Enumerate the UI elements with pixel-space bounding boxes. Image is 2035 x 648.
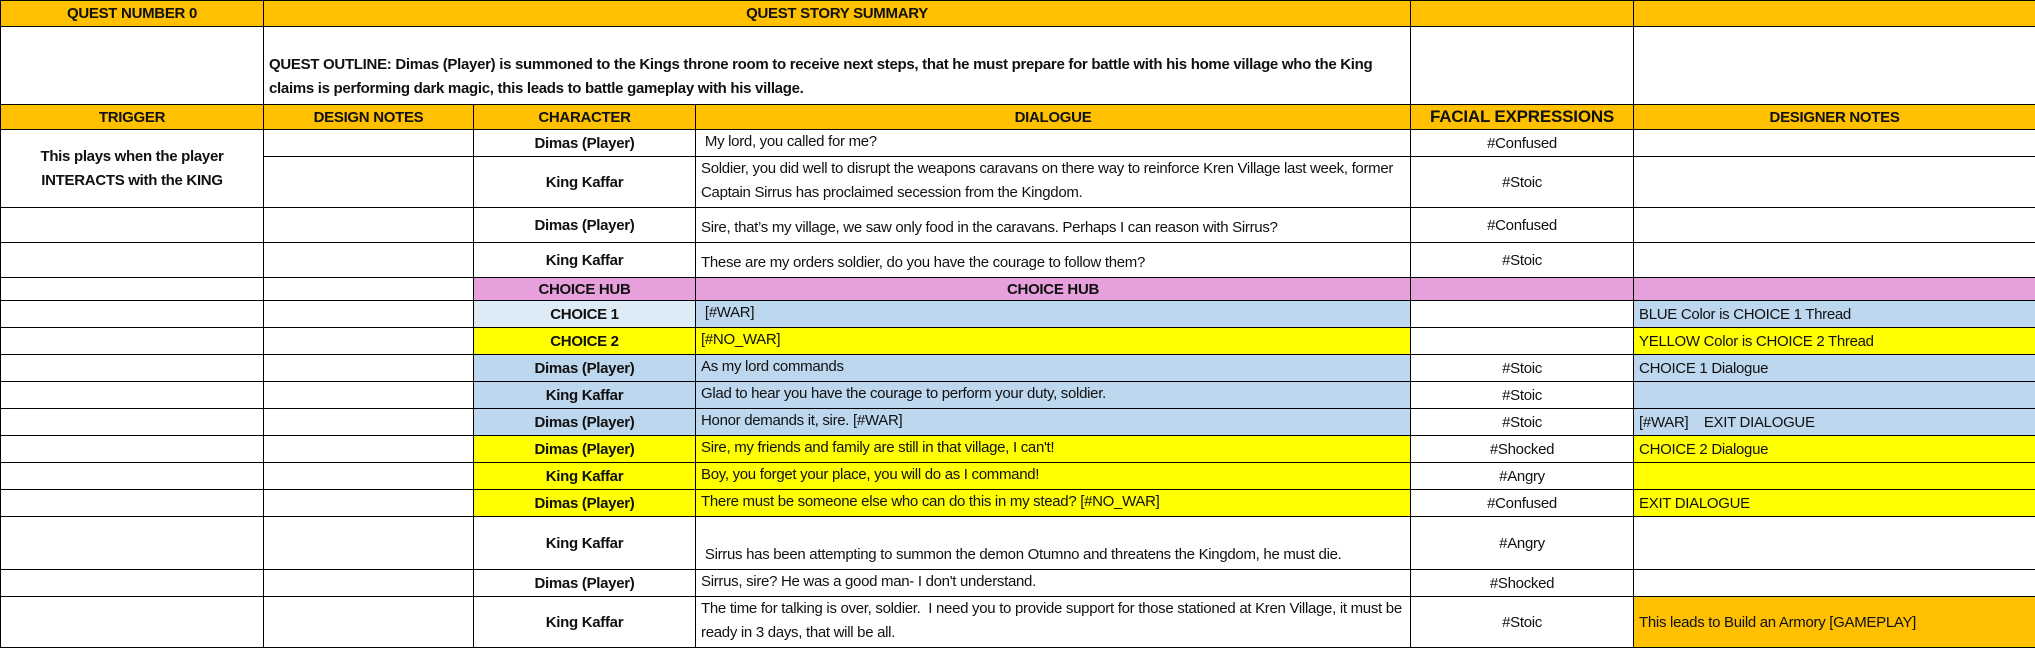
facial-expression-cell[interactable]: #Angry — [1411, 463, 1634, 490]
dialogue-row — [1, 382, 2035, 409]
trigger-cell[interactable] — [1, 328, 264, 355]
facial-expression-cell[interactable] — [1411, 278, 1634, 301]
trigger-cell[interactable] — [1, 570, 264, 597]
design-notes-cell[interactable] — [264, 409, 474, 436]
trigger-cell[interactable] — [1, 382, 264, 409]
character-cell[interactable]: CHOICE 1 — [474, 301, 696, 328]
design-notes-cell[interactable] — [264, 208, 474, 243]
column-header-trigger[interactable]: TRIGGER — [1, 105, 264, 130]
facial-expression-cell[interactable]: #Angry — [1411, 517, 1634, 570]
dialogue-cell[interactable]: The time for talking is over, soldier. I need you to provide support for those stationed at Kren Village, it must be ready in 3 days, that will be all. — [696, 597, 1411, 648]
design-notes-cell[interactable] — [264, 463, 474, 490]
trigger-cell[interactable] — [1, 355, 264, 382]
design-notes-cell[interactable] — [264, 243, 474, 278]
dialogue-cell[interactable]: Soldier, you did well to disrupt the weapons caravans on there way to reinforce Kren Village last week, former Captain Sirrus has proclaimed secession from the Kingdom. — [696, 157, 1411, 208]
facial-expression-cell[interactable]: #Stoic — [1411, 409, 1634, 436]
trigger-cell[interactable] — [1, 517, 264, 570]
character-cell[interactable]: Dimas (Player) — [474, 436, 696, 463]
trigger-cell[interactable] — [1, 243, 264, 278]
dialogue-row — [1, 355, 2035, 382]
trigger-cell[interactable] — [1, 490, 264, 517]
dialogue-row — [1, 490, 2035, 517]
character-cell[interactable]: Dimas (Player) — [474, 130, 696, 157]
designer-notes-cell[interactable]: [#WAR] EXIT DIALOGUE — [1634, 409, 2035, 436]
dialogue-row — [1, 278, 2035, 301]
character-cell[interactable]: King Kaffar — [474, 517, 696, 570]
design-notes-cell[interactable] — [264, 328, 474, 355]
empty-cell[interactable] — [1, 27, 264, 105]
facial-expression-cell[interactable]: #Confused — [1411, 208, 1634, 243]
dialogue-cell[interactable]: Glad to hear you have the courage to perform your duty, soldier. — [696, 382, 1411, 409]
facial-expression-cell[interactable]: #Shocked — [1411, 570, 1634, 597]
design-notes-cell[interactable] — [264, 570, 474, 597]
facial-expression-cell[interactable]: #Confused — [1411, 130, 1634, 157]
character-cell[interactable]: Dimas (Player) — [474, 570, 696, 597]
facial-expression-cell[interactable]: #Stoic — [1411, 243, 1634, 278]
dialogue-row — [1, 570, 2035, 597]
design-notes-cell[interactable] — [264, 278, 474, 301]
dialogue-cell[interactable]: [#WAR] — [696, 301, 1411, 328]
character-cell[interactable]: King Kaffar — [474, 597, 696, 648]
dialogue-cell[interactable]: Sire, that’s my village, we saw only food in the caravans. Perhaps I can reason with Sirrus? — [696, 208, 1411, 243]
dialogue-row — [1, 301, 2035, 328]
facial-expression-cell[interactable]: #Stoic — [1411, 157, 1634, 208]
design-notes-cell[interactable] — [264, 517, 474, 570]
designer-notes-cell[interactable]: EXIT DIALOGUE — [1634, 490, 2035, 517]
column-header-dialogue[interactable]: DIALOGUE — [696, 105, 1411, 130]
trigger-cell[interactable] — [1, 436, 264, 463]
quest-outline-cell[interactable]: QUEST OUTLINE: Dimas (Player) is summoned to the Kings throne room to receive next steps, that he must prepare for battle with his home village who the King claims is performing dark magic, this leads to battle gameplay with his village. — [264, 27, 1411, 105]
facial-expression-cell[interactable] — [1411, 301, 1634, 328]
character-cell[interactable]: Dimas (Player) — [474, 355, 696, 382]
dialogue-cell[interactable]: [#NO_WAR] — [696, 328, 1411, 355]
character-cell[interactable]: CHOICE HUB — [474, 278, 696, 301]
character-cell[interactable]: King Kaffar — [474, 157, 696, 208]
facial-expression-cell[interactable]: #Shocked — [1411, 436, 1634, 463]
designer-notes-cell[interactable] — [1634, 382, 2035, 409]
dialogue-cell[interactable]: These are my orders soldier, do you have the courage to follow them? — [696, 243, 1411, 278]
designer-notes-cell[interactable]: YELLOW Color is CHOICE 2 Thread — [1634, 328, 2035, 355]
dialogue-cell[interactable]: Sirrus has been attempting to summon the demon Otumno and threatens the Kingdom, he must die. — [696, 517, 1411, 570]
designer-notes-cell[interactable]: CHOICE 1 Dialogue — [1634, 355, 2035, 382]
column-header-facial-expressions[interactable]: FACIAL EXPRESSIONS — [1411, 105, 1634, 130]
dialogue-row — [1, 130, 2035, 157]
dialogue-cell[interactable]: My lord, you called for me? — [696, 130, 1411, 157]
facial-expression-cell[interactable]: #Stoic — [1411, 597, 1634, 648]
designer-notes-cell[interactable] — [1634, 463, 2035, 490]
trigger-cell[interactable] — [1, 208, 264, 243]
dialogue-row — [1, 409, 2035, 436]
trigger-cell[interactable] — [1, 301, 264, 328]
facial-expression-cell[interactable]: #Confused — [1411, 490, 1634, 517]
character-cell[interactable]: King Kaffar — [474, 382, 696, 409]
facial-expression-cell[interactable]: #Stoic — [1411, 382, 1634, 409]
dialogue-cell[interactable]: Sire, my friends and family are still in that village, I can't! — [696, 436, 1411, 463]
designer-notes-cell[interactable] — [1634, 517, 2035, 570]
dialogue-row — [1, 517, 2035, 570]
dialogue-row — [1, 208, 2035, 243]
design-notes-cell[interactable] — [264, 597, 474, 648]
designer-notes-cell[interactable] — [1634, 570, 2035, 597]
trigger-cell[interactable] — [1, 409, 264, 436]
design-notes-cell[interactable] — [264, 130, 474, 157]
designer-notes-cell[interactable]: This leads to Build an Armory [GAMEPLAY] — [1634, 597, 2035, 648]
designer-notes-cell[interactable] — [1634, 130, 2035, 157]
character-cell[interactable]: Dimas (Player) — [474, 409, 696, 436]
dialogue-cell[interactable]: As my lord commands — [696, 355, 1411, 382]
dialogue-cell[interactable]: Boy, you forget your place, you will do as I command! — [696, 463, 1411, 490]
empty-cell[interactable] — [1634, 27, 2035, 105]
trigger-cell[interactable] — [1, 278, 264, 301]
dialogue-cell[interactable]: Honor demands it, sire. [#WAR] — [696, 409, 1411, 436]
character-cell[interactable]: King Kaffar — [474, 463, 696, 490]
dialogue-cell[interactable]: There must be someone else who can do this in my stead? [#NO_WAR] — [696, 490, 1411, 517]
character-cell[interactable]: King Kaffar — [474, 243, 696, 278]
character-cell[interactable]: Dimas (Player) — [474, 208, 696, 243]
designer-notes-cell[interactable] — [1634, 278, 2035, 301]
dialogue-row — [1, 436, 2035, 463]
column-header-design-notes[interactable]: DESIGN NOTES — [264, 105, 474, 130]
dialogue-row — [1, 463, 2035, 490]
column-header-designer-notes[interactable]: DESIGNER NOTES — [1634, 105, 2035, 130]
quest-number-cell[interactable]: QUEST NUMBER 0 — [1, 1, 264, 27]
design-notes-cell[interactable] — [264, 157, 474, 208]
design-notes-cell[interactable] — [264, 436, 474, 463]
quest-story-summary-header[interactable]: QUEST STORY SUMMARY — [264, 1, 1411, 27]
designer-notes-cell[interactable] — [1634, 208, 2035, 243]
design-notes-cell[interactable] — [264, 355, 474, 382]
facial-expression-cell[interactable] — [1411, 328, 1634, 355]
dialogue-row — [1, 328, 2035, 355]
dialogue-row — [1, 157, 2035, 208]
empty-header-cell[interactable] — [1634, 1, 2035, 27]
dialogue-row — [1, 597, 2035, 648]
character-cell[interactable]: Dimas (Player) — [474, 490, 696, 517]
design-notes-cell[interactable] — [264, 301, 474, 328]
facial-expression-cell[interactable]: #Stoic — [1411, 355, 1634, 382]
column-header-character[interactable]: CHARACTER — [474, 105, 696, 130]
design-notes-cell[interactable] — [264, 490, 474, 517]
empty-header-cell[interactable] — [1411, 1, 1634, 27]
dialogue-cell[interactable]: Sirrus, sire? He was a good man- I don't understand. — [696, 570, 1411, 597]
trigger-cell[interactable] — [1, 463, 264, 490]
designer-notes-cell[interactable]: BLUE Color is CHOICE 1 Thread — [1634, 301, 2035, 328]
dialogue-cell[interactable]: CHOICE HUB — [696, 278, 1411, 301]
design-notes-cell[interactable] — [264, 382, 474, 409]
dialogue-row — [1, 243, 2035, 278]
designer-notes-cell[interactable] — [1634, 243, 2035, 278]
designer-notes-cell[interactable]: CHOICE 2 Dialogue — [1634, 436, 2035, 463]
character-cell[interactable]: CHOICE 2 — [474, 328, 696, 355]
trigger-cell[interactable]: This plays when the player INTERACTS with the KING — [1, 130, 264, 208]
designer-notes-cell[interactable] — [1634, 157, 2035, 208]
trigger-cell[interactable] — [1, 597, 264, 648]
empty-cell[interactable] — [1411, 27, 1634, 105]
